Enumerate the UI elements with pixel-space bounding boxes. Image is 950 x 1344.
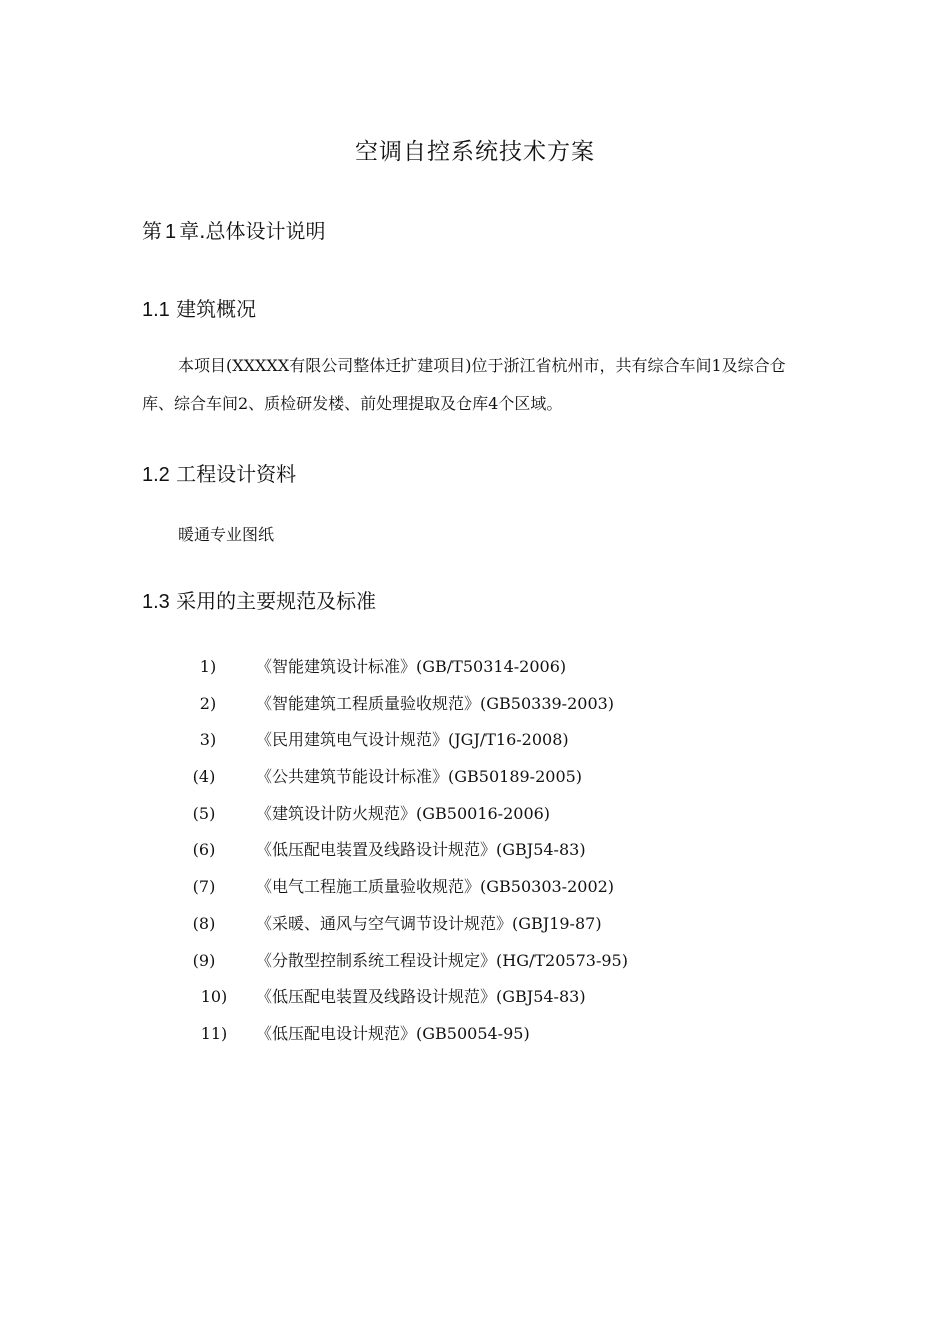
section-heading-1-2: [142, 459, 296, 490]
list-item-text: 《采暖、通风与空气调节设计规范》(GBJ19-87): [256, 913, 602, 933]
list-item-number: 3): [199, 730, 217, 750]
chapter-heading: [142, 216, 325, 247]
list-item: [0, 873, 950, 910]
list-item-number: (4): [192, 767, 216, 787]
section-heading-1-3: [142, 586, 376, 617]
list-item-number: (5): [192, 803, 216, 823]
section-number: 1.3: [142, 591, 170, 613]
list-item-text: 《低压配电装置及线路设计规范》(GBJ54-83): [256, 987, 586, 1007]
section-1-2-body: 暖通专业图纸: [178, 525, 275, 544]
list-item: [0, 983, 950, 1020]
list-item-number: (7): [192, 877, 216, 897]
list-item: [0, 690, 950, 727]
list-item-text: 《分散型控制系统工程设计规定》(HG/T20573-95): [256, 950, 628, 970]
document-title: 空调自控系统技术方案: [355, 139, 595, 165]
list-item: [0, 800, 950, 837]
list-item: [0, 726, 950, 763]
section-title: 建筑概况: [176, 297, 257, 321]
list-item-number: (8): [192, 913, 216, 933]
list-item: [0, 947, 950, 984]
section-number: 1.2: [142, 464, 170, 486]
list-item: [0, 653, 950, 690]
list-item-text: 《民用建筑电气设计规范》(JGJ/T16-2008): [256, 730, 569, 750]
list-item-text: 《公共建筑节能设计标准》(GB50189-2005): [256, 767, 583, 787]
chapter-number: 1: [165, 221, 177, 243]
list-item-number: 10): [200, 987, 228, 1007]
list-item-text: 《智能建筑工程质量验收规范》(GB50339-2003): [256, 693, 615, 713]
chapter-prefix: 第: [142, 219, 162, 243]
section-title: 工程设计资料: [176, 462, 297, 486]
section-title: 采用的主要规范及标准: [176, 589, 377, 613]
list-item-number: (9): [192, 950, 216, 970]
section-1-1-body: 本项目(XXXXX有限公司整体迁扩建项目)位于浙江省杭州市，共有综合车间1及综合仓库、综合车间2、质检研发楼、前处理提取及仓库4个区域。: [142, 356, 786, 413]
list-item-text: 《低压配电设计规范》(GB50054-95): [256, 1023, 530, 1043]
reference-list: [0, 653, 950, 1057]
list-item: [0, 763, 950, 800]
list-item-text: 《智能建筑设计标准》(GB/T50314-2006): [256, 657, 567, 676]
list-item-number: 1): [199, 657, 217, 676]
list-item-text: 《建筑设计防火规范》(GB50016-2006): [256, 803, 551, 823]
list-item: [0, 1020, 950, 1057]
section-heading-1-1: [142, 294, 256, 325]
list-item-text: 《低压配电装置及线路设计规范》(GBJ54-83): [256, 840, 586, 860]
list-item-number: (6): [192, 840, 216, 860]
list-item: [0, 836, 950, 873]
list-item-number: 2): [199, 693, 217, 713]
list-item-number: 11): [200, 1023, 228, 1043]
section-number: 1.1: [142, 299, 170, 321]
list-item: [0, 910, 950, 947]
chapter-title: 章.总体设计说明: [179, 219, 326, 243]
list-item-text: 《电气工程施工质量验收规范》(GB50303-2002): [256, 877, 615, 897]
